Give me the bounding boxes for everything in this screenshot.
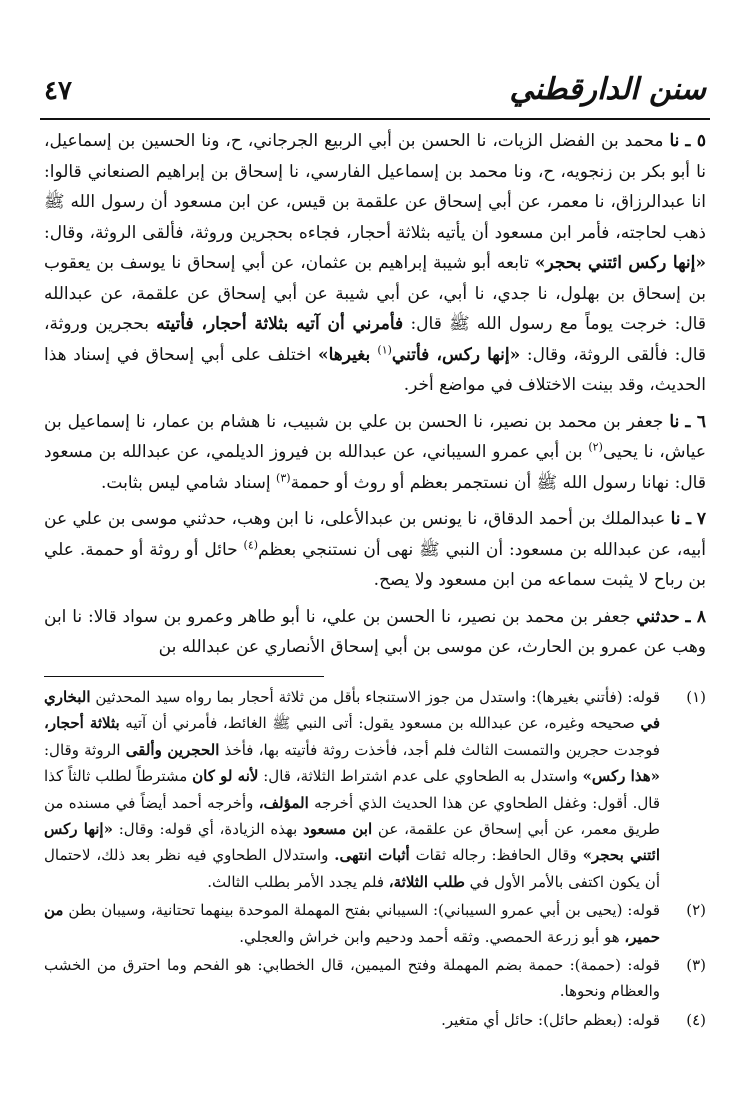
- footnote-text: [44, 897, 660, 950]
- text-run: بحجرين وروثة، قال: فألقى الروثة، وقال:: [44, 314, 707, 365]
- hadith-text: [44, 412, 706, 493]
- text-run: مشترطاً لطلب ثالثاً كذا قال. أقول: وغفل الطحاوي عن هذا الحديث الذي أخرجه: [44, 767, 661, 812]
- text-run: بهذه الزيادة، أي قوله: وقال:: [112, 820, 304, 839]
- hadith-paragraph: [44, 126, 706, 401]
- footnote-ref: (٢): [588, 440, 603, 454]
- text-run: محمد بن الفضل الزيات، نا الحسن بن أبي الربيع الجرجاني، ح، ونا الحسين بن إسماعيل، نا أبو بكر بن زنجويه، ح، ونا محمد بن إسماعيل الفارسي، نا إسحاق بن إبراهيم الصنعاني قالوا: انا عبدالرزاق، نا معمر، عن أبي إسحاق عن علقمة بن قيس، عن ابن مسعود أن رسول الله ﷺ ذهب لحاجته، فأمر ابن مسعود أن يأتيه بثلاثة أحجار، فجاءه بحجرين وروثة، فألقى الروثة، وقال:: [44, 131, 706, 243]
- text-run: تابعه أبو شيبة إبراهيم بن عثمان، عن أبي إسحاق نا يوسف بن يعقوب بن إسحاق بن بهلول، نا جدي، نا أبي، عن أبي شيبة عن أبي إسحاق عن علقمة، عن عبدالله قال: خرجت يوماً مع رسول الله ﷺ قال:: [44, 253, 706, 334]
- hadith-paragraph: [44, 602, 706, 663]
- bold-phrase: حدثني: [636, 606, 680, 627]
- footnote-text: [44, 1007, 660, 1033]
- hadith-number: ٧ ـ: [685, 509, 707, 529]
- hadith-text: [44, 509, 706, 590]
- text-run: جعفر بن محمد بن نصير، نا الحسن بن علي، نا أبو طاهر وعمرو بن سواد قالا: نا ابن وهب عن عمرو بن الحارث، عن موسى بن أبي إسحاق الأنصاري عن عبدالله بن: [44, 606, 706, 657]
- text-run: بن أبي عمرو السيباني، عن عبدالله بن فيروز الديلمي، عن عبدالله بن مسعود قال: نهانا رسول الله ﷺ أن نستجمر بعظم أو روث أو حممة: [44, 442, 706, 493]
- hadith-text: [44, 607, 706, 658]
- text-run: فلم يجدد الأمر بطلب الثالث.: [207, 872, 389, 891]
- text-run: عبدالملك بن أحمد الدقاق، نا يونس بن عبدالأعلى، نا ابن وهب، حدثني موسى بن علي عن أبيه، عن عبدالله بن مسعود: أن النبي ﷺ نهى أن نستنجي بعظم: [44, 509, 706, 560]
- footnote-number: (٢): [686, 901, 706, 920]
- footnote-ref: (١): [377, 342, 392, 356]
- text-run: الروثة وقال:: [44, 740, 126, 759]
- bold-phrase: البخاري في: [44, 688, 661, 733]
- footnote-number: (٣): [686, 956, 706, 975]
- bold-phrase: نا: [669, 131, 680, 151]
- hadith-text: [44, 131, 706, 395]
- bold-phrase: ابن مسعود: [303, 820, 373, 839]
- hadith-number: ٥ ـ: [685, 131, 706, 151]
- footnotes-section: [44, 684, 706, 1035]
- text-run: وقال الحافظ: رجاله ثقات: [409, 846, 583, 865]
- bold-phrase: نا: [670, 509, 681, 529]
- footnote: [44, 684, 706, 895]
- footnote-text: [44, 952, 660, 1005]
- footnote: [44, 897, 706, 950]
- bold-phrase: فأمرني أن آتيه بثلاثة أحجار، فأتيته: [156, 314, 404, 334]
- bold-phrase: طلب الثلاثة،: [388, 872, 465, 891]
- bold-phrase: المؤلف،: [258, 793, 309, 812]
- bold-phrase: «إنها ركس ائتني بحجر»: [44, 820, 660, 865]
- bold-phrase: «هذا ركس»: [582, 767, 660, 786]
- footnote: [44, 1007, 706, 1033]
- page-number: ٤٧: [44, 76, 72, 106]
- footnote-number: (٤): [686, 1010, 706, 1029]
- footnote-number: (١): [686, 688, 706, 706]
- main-text: [44, 126, 706, 669]
- bold-phrase: نا: [669, 411, 680, 432]
- text-run: جعفر بن محمد بن نصير، نا الحسن بن علي بن شبيب، نا هشام بن عمار، نا إسماعيل بن عياش، نا يحيى: [44, 411, 706, 462]
- text-run: قوله: (حممة): حممة بضم المهملة وفتح الميمين، قال الخطابي: هو الفحم وما احترق من الخشب والعظام ونحوها.: [44, 956, 660, 1001]
- text-run: حائل أو روثة أو حممة. علي بن رباح لا يثبت سماعه من ابن مسعود ولا يصح.: [44, 539, 706, 590]
- footnote: [44, 952, 706, 1005]
- bold-phrase: الحجرين وألقى: [125, 740, 220, 759]
- hadith-paragraph: [44, 504, 706, 596]
- text-run: واستدلال الطحاوي فيه نظر بعد ذلك، لاحتمال أن يكون اكتفى بالأمر الأول في: [44, 846, 660, 891]
- bold-phrase: من حمير،: [44, 901, 660, 946]
- text-run: فوجدت حجرين والتمست الثالث فلم أجد، فأخذت روثة فأتيته بها، فأخذ: [219, 740, 660, 759]
- text-run: قوله: (بعظم حائل): حائل أي متغير.: [441, 1010, 660, 1029]
- text-run: هو أبو زرعة الحمصي. وثقه أحمد ودحيم وابن خراش والعجلي.: [239, 927, 625, 946]
- text-run: صحيحه وغيره، عن عبدالله بن مسعود يقول: أتى النبي ﷺ الغائط، فأمرني أن آتيه: [119, 714, 641, 733]
- text-run: قوله: (يحيى بن أبي عمرو السيباني): السيباني بفتح المهملة الموحدة بينهما تحتانية، وسيبان بطن: [63, 901, 660, 920]
- footnote-ref: (٤): [243, 537, 259, 551]
- hadith-number: ٨ ـ: [685, 606, 706, 627]
- bold-phrase: بثلاثة أحجار،: [44, 714, 120, 733]
- page-header: [40, 72, 710, 120]
- text-run: قوله: (فأتني بغيرها): واستدل من جوز الاستنجاء بأقل من ثلاثة أحجار بما رواه سيد المحدثين: [90, 688, 660, 706]
- hadith-paragraph: [44, 407, 706, 499]
- bold-phrase: «إنها ركس ائتني بحجر»: [534, 253, 706, 273]
- bold-phrase: «إنها ركس، فأتني: [391, 344, 521, 365]
- footnote-divider: [44, 676, 324, 677]
- footnote-ref: (٣): [276, 470, 291, 484]
- text-run: إسناد شامي ليس بثابت.: [101, 472, 277, 493]
- bold-phrase: لأنه لو كان: [192, 767, 259, 786]
- text-run: اختلف على أبي إسحاق في إسناد هذا الحديث، وقد بينت الاختلاف في مواضع أخر.: [44, 344, 706, 395]
- footnote-text: [44, 684, 660, 895]
- bold-phrase: بغيرها»: [317, 344, 378, 365]
- text-run: وأخرجه أحمد أيضاً في مسنده من طريق معمر، عن أبي إسحاق عن علقمة، عن: [44, 793, 660, 839]
- bold-phrase: أثبات انتهى.: [334, 846, 410, 865]
- hadith-number: ٦ ـ: [685, 411, 706, 432]
- text-run: واستدل به الطحاوي على عدم اشتراط الثلاثة، قال:: [258, 767, 583, 786]
- book-title: سنن الدارقطني: [509, 72, 706, 107]
